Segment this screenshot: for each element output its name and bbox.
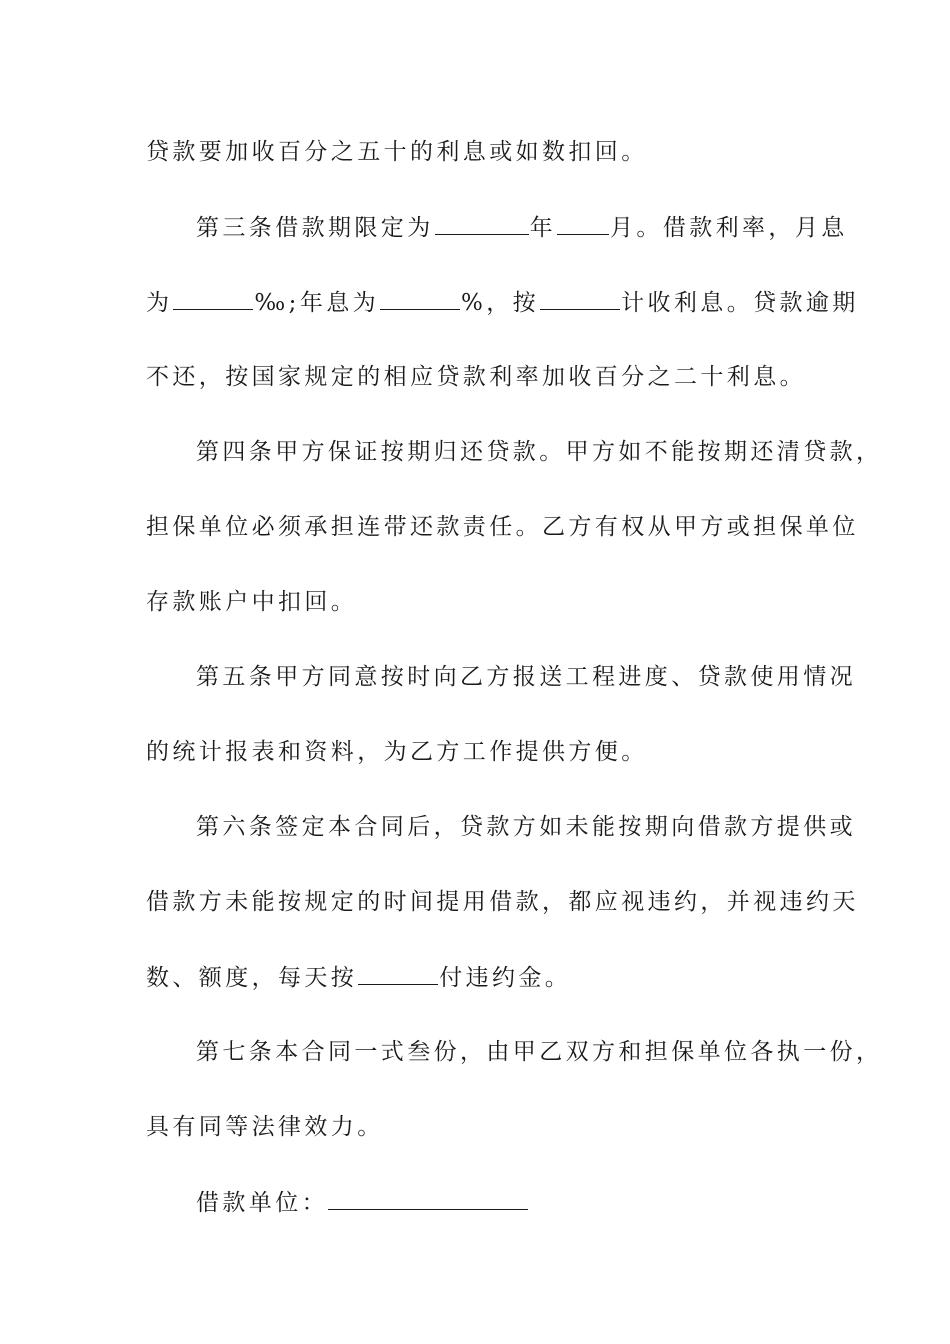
- article-4-line-1: [196, 437, 883, 467]
- text-segment: 第三条借款期限定为: [196, 215, 434, 241]
- text-segment: 数、额度，每天按: [146, 965, 358, 991]
- text-segment: 借款方未能按规定的时间提用借款，都应视违约，并视违约天: [146, 889, 859, 915]
- text-segment: %，按: [461, 290, 540, 316]
- text-segment: 的统计报表和资料，为乙方工作提供方便。: [146, 739, 648, 765]
- article-3-line-1: [196, 212, 866, 243]
- text-segment: 计收利息。贷款逾期: [621, 290, 859, 316]
- borrower-label: 借款单位：: [196, 1190, 328, 1216]
- text-segment: 第五条甲方同意按时向乙方报送工程进度、贷款使用情况: [196, 664, 856, 690]
- text-segment: 具有同等法律效力。: [146, 1114, 384, 1140]
- text-segment: 存款账户中扣回。: [146, 589, 358, 615]
- article-4-line-2: [146, 512, 859, 542]
- blank-years[interactable]: [435, 212, 529, 235]
- text-segment: 第七条本合同一式叁份，由甲乙双方和担保单位各执一份，: [196, 1039, 883, 1065]
- article-7-line-1: [196, 1037, 883, 1067]
- paragraph-line: [146, 137, 816, 167]
- article-5-line-1: [196, 662, 866, 692]
- borrower-signature-line: [196, 1187, 866, 1218]
- article-3-line-3: [146, 362, 816, 392]
- text-segment: 担保单位必须承担连带还款责任。乙方有权从甲方或担保单位: [146, 514, 859, 540]
- blank-penalty-rate[interactable]: [358, 962, 438, 985]
- text-segment: 年: [529, 215, 557, 241]
- blank-annual-interest[interactable]: [380, 287, 460, 310]
- borrower-signature-field[interactable]: [328, 1187, 528, 1210]
- text-segment: ‰;年息为: [254, 290, 380, 316]
- text-segment: 贷款要加收百分之五十的利息或如数扣回。: [146, 139, 648, 165]
- article-6-line-3: [146, 962, 816, 993]
- text-segment: 付违约金。: [439, 965, 572, 991]
- text-segment: 第六条签定本合同后，贷款方如未能按期向借款方提供或: [196, 814, 856, 840]
- article-6-line-1: [196, 812, 866, 842]
- article-7-line-2: [146, 1112, 816, 1142]
- text-segment: 第四条甲方保证按期归还贷款。甲方如不能按期还清贷款，: [196, 439, 883, 465]
- text-segment: 月。借款利率，月息: [610, 215, 848, 241]
- article-4-line-3: [146, 587, 816, 617]
- blank-interest-basis[interactable]: [540, 287, 620, 310]
- text-segment: 为: [146, 290, 173, 316]
- article-3-line-2: [146, 287, 859, 318]
- blank-monthly-interest[interactable]: [173, 287, 253, 310]
- article-5-line-2: [146, 737, 816, 767]
- text-segment: 不还，按国家规定的相应贷款利率加收百分之二十利息。: [146, 364, 806, 390]
- article-6-line-2: [146, 887, 859, 917]
- blank-months[interactable]: [557, 212, 609, 235]
